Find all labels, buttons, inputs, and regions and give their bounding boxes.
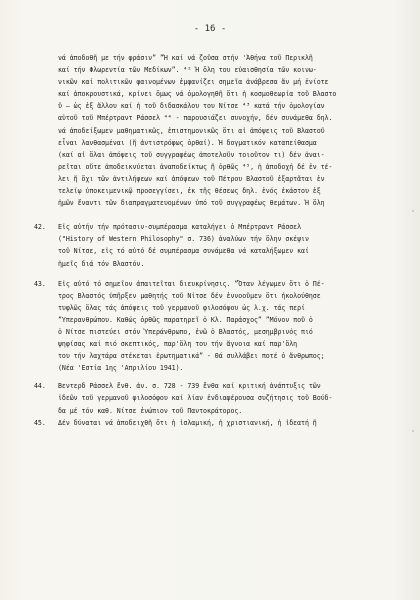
text-line: νικῶν καί πολιτικῶν φαινομένων ἐμφανίζει σημεῖα ἀνάβρεσα ἄν μή ἐνίοτε bbox=[58, 78, 329, 87]
text-line: ῦ – ὡς ἐξ ἄλλου καί ἡ τοῦ διδασκάλου του Νίτσε ⁴³ κατά τήν ὁμολογίαν bbox=[58, 102, 325, 111]
footnote-line: ”Υπερανθρώπου. Καθώς ὀρθῶς παρατηρεῖ ὁ Κλ. Παράσχος” ”Μόνον ποῦ ὁ bbox=[58, 315, 313, 324]
footnote-line: του τήν λαχτάρα στέκεται ἐρωτηματικά” - Θά συλλάβει ποτέ ὁ ἄνθρωπος; bbox=[58, 352, 325, 361]
footnote-line: (Νέα 'Εστία 1ης 'Απριλίου 1941). bbox=[58, 364, 184, 373]
footnote-number: 42. bbox=[34, 223, 46, 232]
text-line: νά ἀποδοθῆ με τήν φράσιν” ”Ἡ καί νά ζοῦσα στήν 'Ἀθήνα τοῦ Περικλῆ bbox=[58, 54, 313, 62]
footnote-line: ("History of Western Philosophy" σ. 736) ἀναλύων τήν ὅλην σκέψιν bbox=[58, 235, 309, 244]
footnote-line: Βεντερδ Ράσσελ ἔνθ. ἀν. σ. 728 - 739 ἔνθα καί κριτική ἀνάπτυξις τῶν bbox=[58, 382, 321, 391]
page-body bbox=[34, 52, 393, 429]
footnote-line: Εἰς αὐτό τό σημεῖον ἀπαιτεῖται διευκρίνησις. ”Ὅταν λέγωμεν ὅτι ὁ Πέ- bbox=[58, 279, 325, 288]
text-line: νά ἀποδείξωμεν μαθηματικῶς, ἐπιστημονικῶς ὅτι αἱ ἀπόψεις τοῦ Βλαστοῦ bbox=[58, 126, 325, 135]
footnote-line: ψηφίσας καί πιό σκεπτικός, παρ'ὅλη του τήν ἄγνοια καί παρ'ὅλη bbox=[58, 340, 298, 349]
footnote-number: 43. bbox=[34, 279, 46, 288]
text-line: (καί αἱ ὅλαι ἀπόψεις τοῦ συγγραφέως ἀποτελοῦν τοιοῦτον τι) δέν ἀναι- bbox=[58, 150, 325, 159]
footnote-line: ἡμεῖς διά τόν Βλαστόν. bbox=[58, 259, 145, 268]
text-line: ἡμῶν ἔναντι τῶν διαπραγματευομένων ὑπό τοῦ συγγραφέως θεμάτων. Ἡ ὅλη bbox=[58, 199, 325, 208]
footnote-line: τυφλῶς ὅλας τάς ἀπόψεις τοῦ γερμανοῦ φιλοσόφου ὡς λ.χ. τάς περί bbox=[58, 303, 305, 312]
text-line: καί τήν Φλωρεντία τῶν Μεδίκων”. ⁴² Ἡ ὅλη του εὐαισθησία τῶν κοινω- bbox=[58, 66, 317, 75]
text-line: τελείῳ ὑποκειμενικῷ προσεγγίσει, ἐκ τῆς θέσεως δηλ. ἑνός ἑκάστου ἐξ bbox=[58, 187, 321, 196]
text-line: ρεῖται οὔτε ἀποδεικνύεται ἀναποδείκτως ἤ ὀρθῶς ⁴⁵, ἡ ἀποδοχή δέ ἐν τέ- bbox=[58, 162, 333, 171]
main-text bbox=[58, 52, 393, 209]
footnote-line: Δέν δύναται νά ἀποδειχθῆ ὅτι ἡ ἰσλαμική, ἡ χριστιανική, ἡ ἰδεατή ἤ bbox=[58, 418, 317, 427]
footnote-number: 44. bbox=[34, 382, 46, 391]
footnote-42 bbox=[34, 221, 393, 269]
footnote-number: 45. bbox=[34, 418, 46, 427]
footnote-line: ἰδεῶν τοῦ γερμανοῦ φιλοσόφου καί λίαν ἐνδιαφέρουσα συζήτησις τοῦ Βούδ- bbox=[58, 394, 333, 403]
footnote-line: δα μέ τόν καθ. Νίτσε ἐνώπιον τοῦ Παντοκράτορος. bbox=[58, 406, 243, 415]
footnote-line: Εἰς αὐτήν τήν πρότασιν-συμπέρασμα καταλήγει ὁ Μπέρτραντ Ράσσελ bbox=[58, 223, 302, 232]
footnote-43 bbox=[34, 278, 393, 375]
footnote-line: ὁ Νίτσε πιστεύει στόν Ὑπεράνθρωπο, ἐνῶ ὁ Βλαστός, μεσημβρινός πιό bbox=[58, 327, 313, 336]
text-line: λει ἤ ὄχι τῶν ἀντιλήψεων καί ἀπόψεων τοῦ Πέτρου Βλαστοῦ ἐξαρτᾶται ἐν bbox=[58, 174, 325, 183]
page-number: - 16 - bbox=[193, 24, 227, 34]
text-line: καί ἀποκρουστικά, κρίνει ὅμως νά ὁμολογηθῆ ὅτι ἡ κοσμοθεωρία τοῦ Βλαστο bbox=[58, 90, 337, 99]
text-line: αὐτοῦ τοῦ Μπέρτραντ Ράσσελ ⁴⁴ - παρουσιάζει συνοχήν, δέν συνάμεθα δηλ. bbox=[58, 114, 333, 123]
footnote-line: τοῦ Νίτσε, εἰς τό αὐτό δέ συμπέρασμα συνάμεθα νά καταλήξωμεν καί bbox=[58, 247, 309, 256]
binder-hole bbox=[412, 430, 414, 432]
footnote-44 bbox=[34, 380, 393, 416]
binder-hole bbox=[412, 210, 414, 212]
footnote-line: τρος Βλαστός ὑπῆρξεν μαθητής τοῦ Νίτσε δέν ἐννοοῦμεν ὅτι ἠκολούθησε bbox=[58, 291, 321, 300]
footnote-45 bbox=[34, 417, 393, 429]
text-line: εἶναι λανθασμέναι (ἤ ἀντιστρόφως ὀρθαί). Ἡ δογματικόν καταπείθασμα bbox=[58, 138, 317, 147]
